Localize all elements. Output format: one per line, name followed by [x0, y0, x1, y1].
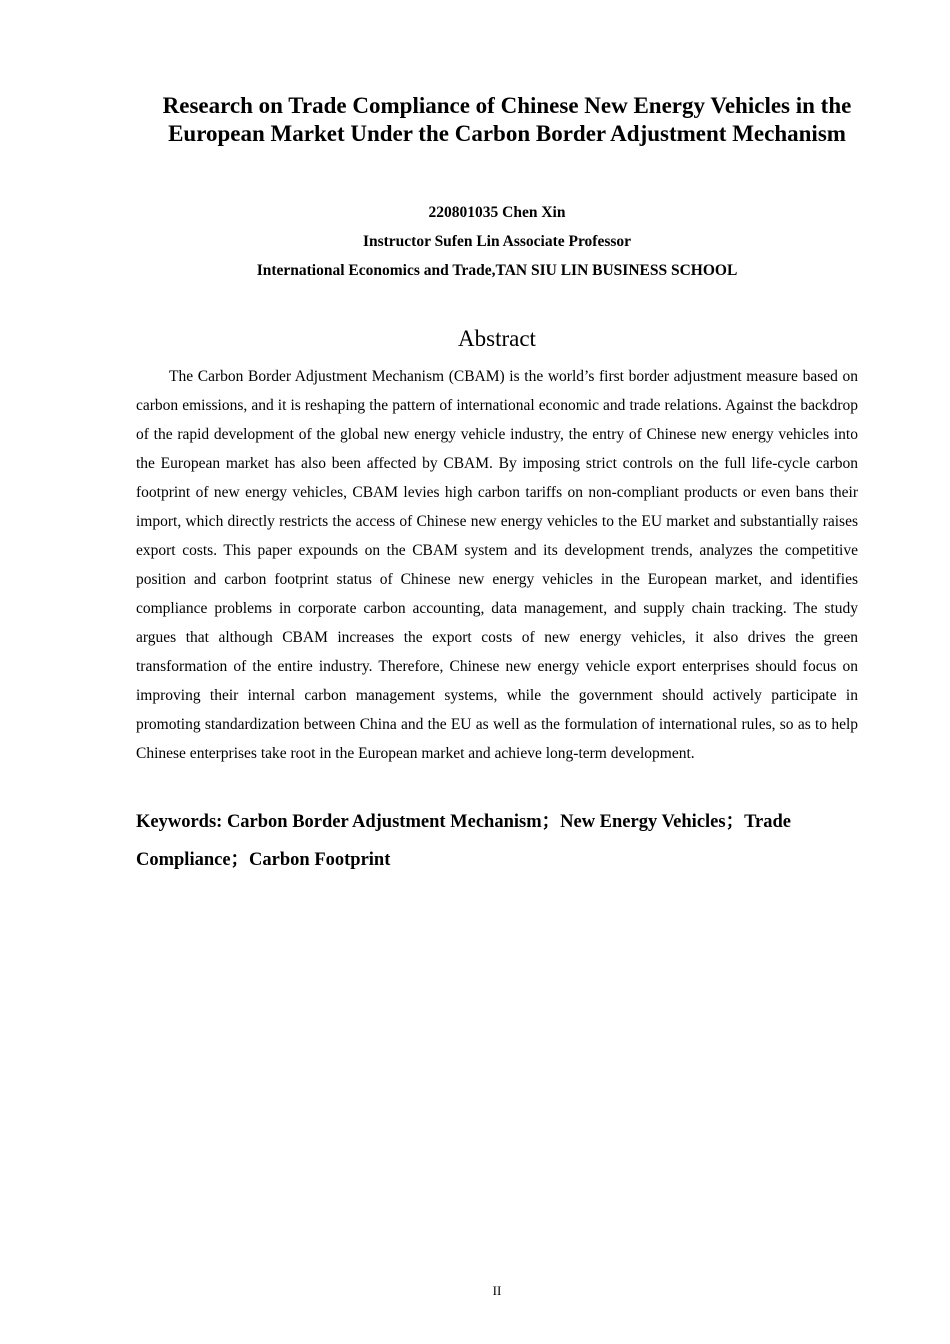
paper-title: Research on Trade Compliance of Chinese New Energy Vehicles in the European Market Under the Carbon Border Adjustment Mechanism [162, 93, 852, 146]
instructor-line: Instructor Sufen Lin Associate Professor [362, 233, 632, 250]
affiliation-line: International Economics and Trade,TAN SIU LIN BUSINESS SCHOOL [256, 262, 738, 279]
author-line: 220801035 Chen Xin [428, 204, 566, 221]
abstract-heading: Abstract [458, 326, 536, 351]
abstract-body: The Carbon Border Adjustment Mechanism (CBAM) is the world’s first border adjustment measure based on carbon emissions, and it is reshaping the pattern of international economic and trade relations. Against the backdrop of the rapid development of the global new energy vehicle industry, the entry of Chinese new energy vehicles into the European market has also been affected by CBAM. By imposing strict controls on the full life-cycle carbon footprint of new energy vehicles, CBAM levies high carbon tariffs on non-compliant products or even bans their import, which directly restricts the access of Chinese new energy vehicles to the EU market and substantially raises export costs. This paper expounds on the CBAM system and its development trends, analyzes the competitive position and carbon footprint status of Chinese new energy vehicles in the European market, and identifies compliance problems in corporate carbon accounting, data management, and supply chain tracking. The study argues that although CBAM increases the export costs of new energy vehicles, it also drives the green transformation of the entire industry. Therefore, Chinese new energy vehicle export enterprises should focus on improving their internal carbon management systems, while the government should actively participate in promoting standardization between China and the EU as well as the formulation of international rules, so as to help Chinese enterprises take root in the European market and achieve long-term development. [136, 368, 858, 762]
keywords: Keywords: Carbon Border Adjustment Mechanism；New Energy Vehicles；Trade Compliance；Carbon Footprint [136, 812, 792, 870]
page-number: II [492, 1283, 502, 1298]
